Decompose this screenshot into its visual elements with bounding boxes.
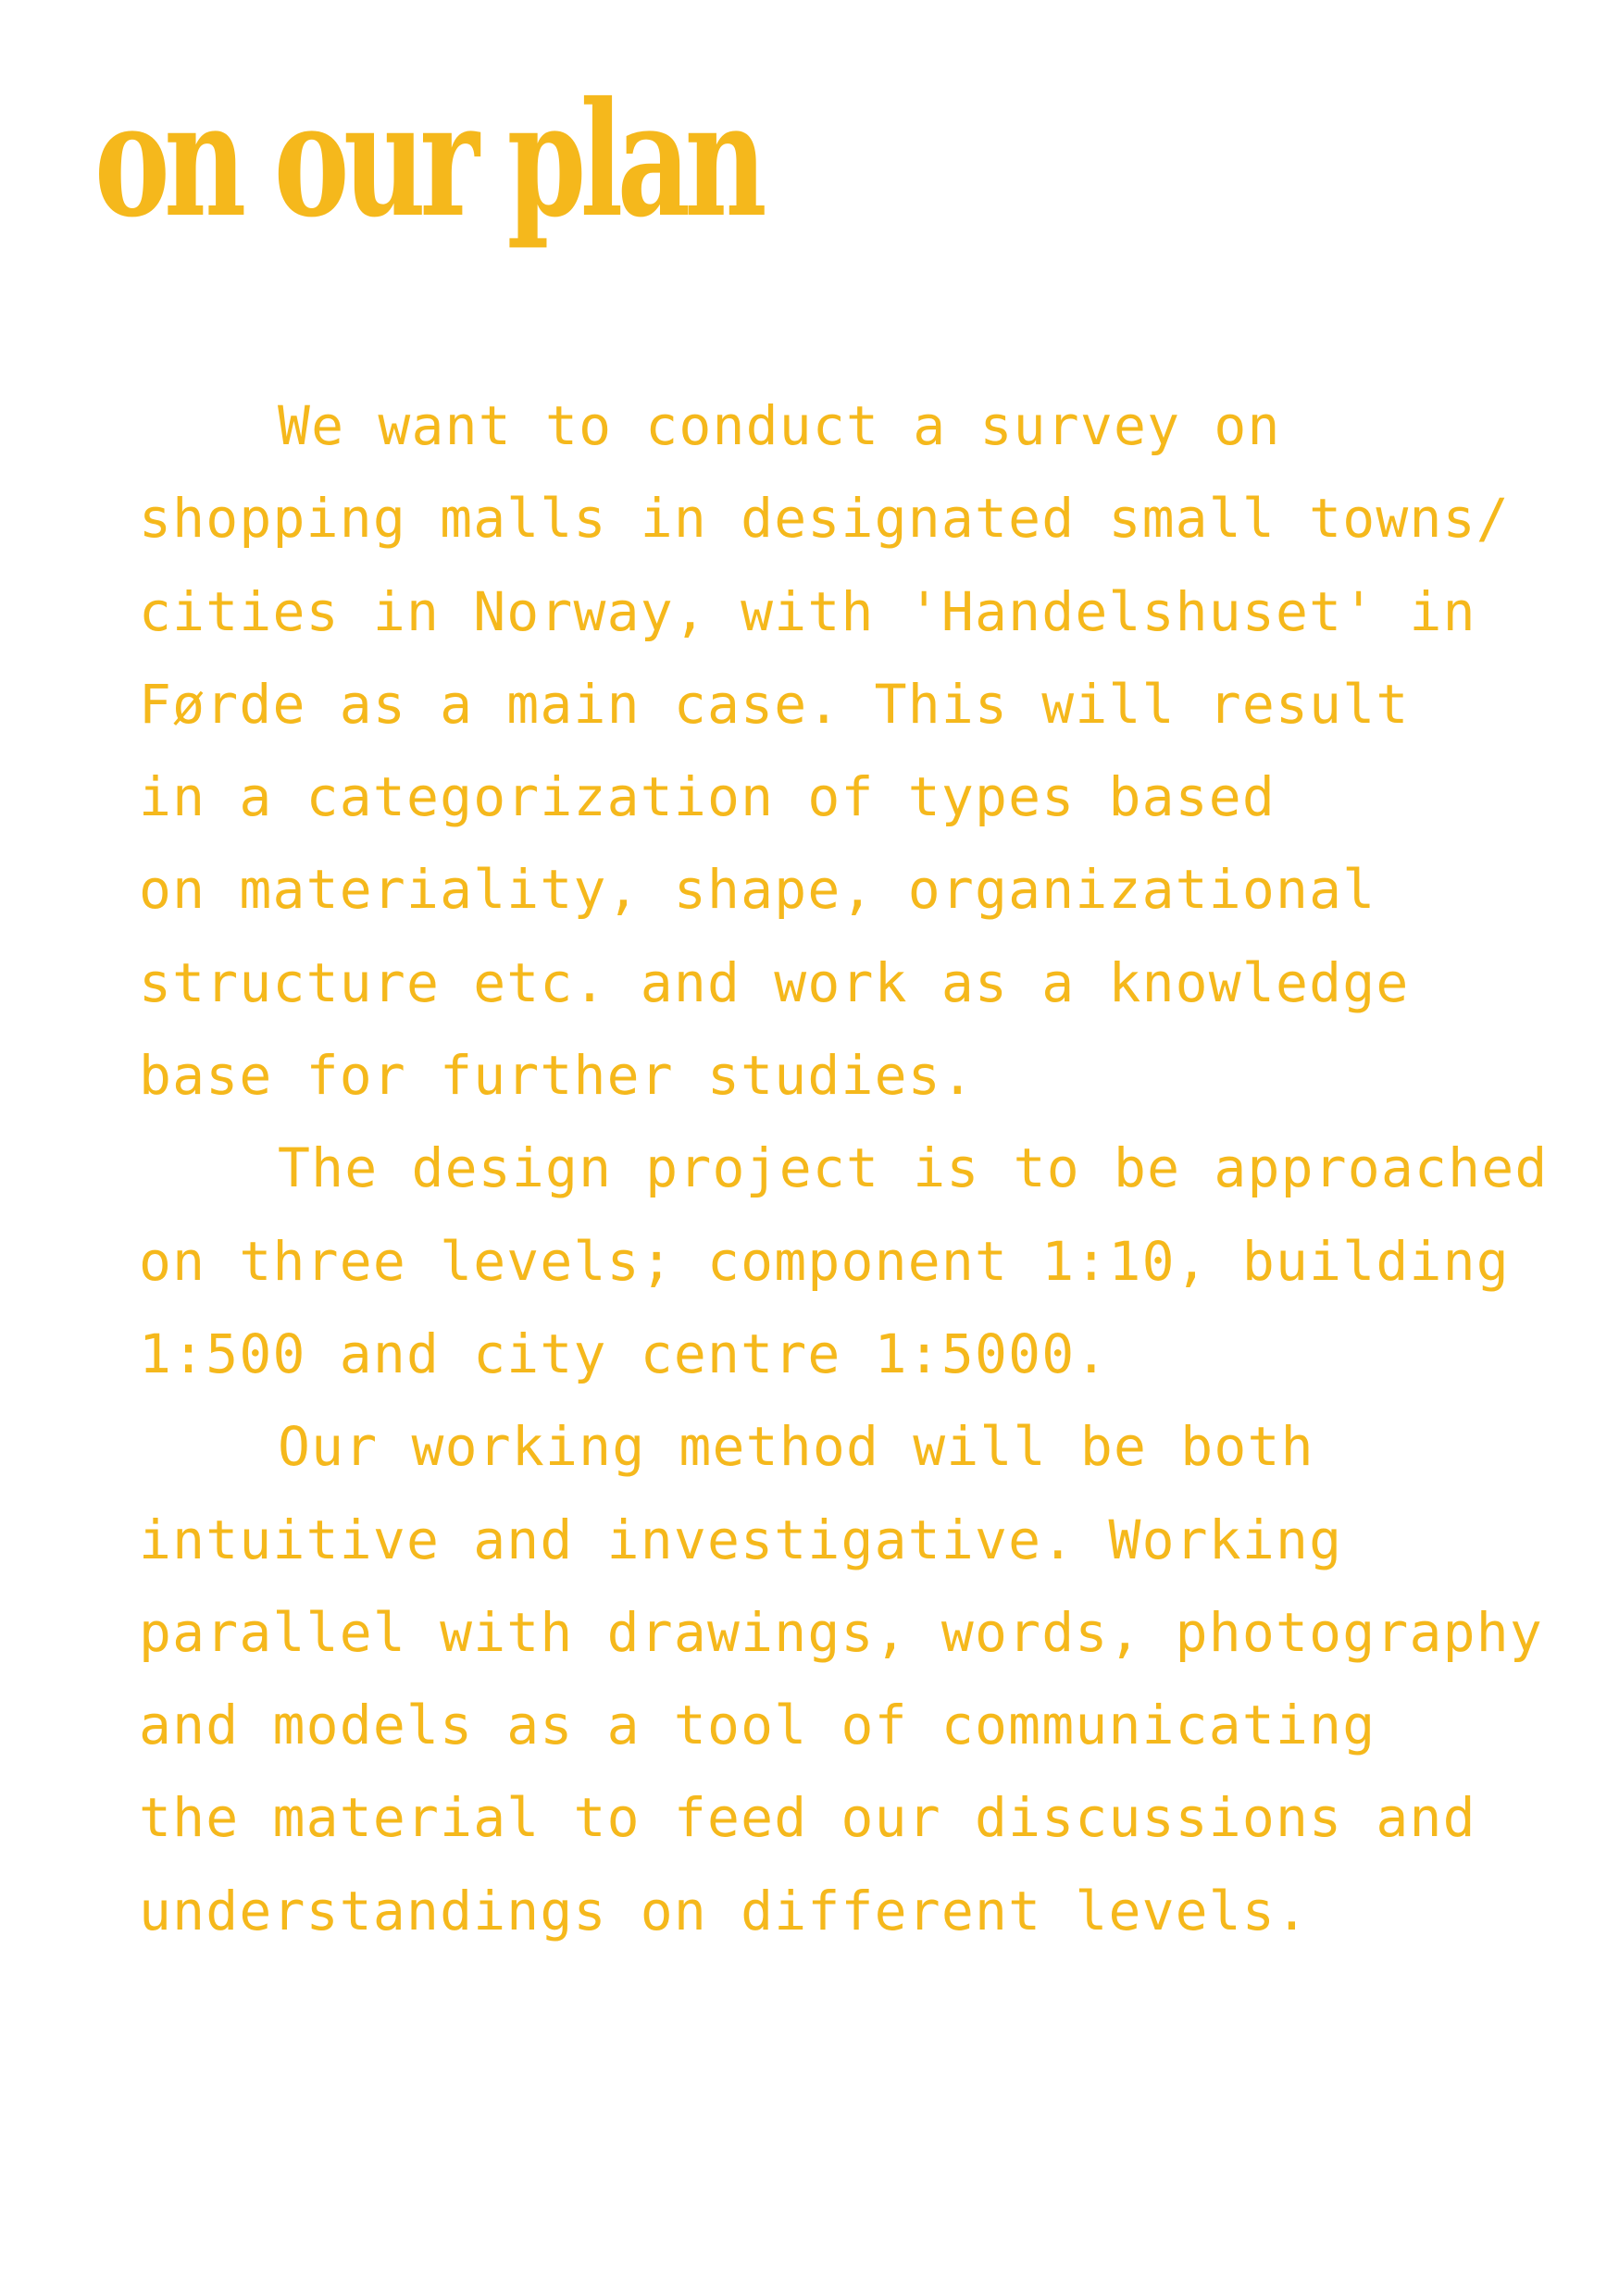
- paragraph-3-line-4: and models as a tool of communicating: [139, 1694, 1376, 1757]
- paragraph-2-line-1: The design project is to be approached: [278, 1136, 1549, 1200]
- page-title: on our plan: [94, 68, 762, 253]
- paragraph-3-line-6: understandings on different levels.: [139, 1879, 1310, 1942]
- paragraph-3-line-2: intuitive and investigative. Working: [139, 1508, 1343, 1571]
- paragraph-1-line-8: base for further studies.: [139, 1044, 975, 1108]
- paragraph-3-line-5: the material to feed our discussions and: [139, 1786, 1476, 1850]
- body-text: [139, 379, 1549, 1957]
- paragraph-1-line-3: cities in Norway, with 'Handelshuset' in: [139, 579, 1476, 643]
- paragraph-3-line-1: Our working method will be both: [278, 1415, 1314, 1479]
- paragraph-1-line-2: shopping malls in designated small towns/: [139, 487, 1510, 551]
- paragraph-1-line-7: structure etc. and work as a knowledge: [139, 950, 1410, 1014]
- paragraph-1-line-5: in a categorization of types based: [139, 765, 1277, 829]
- paragraph-1-line-1: We want to conduct a survey on: [278, 394, 1281, 457]
- paragraph-1-line-6: on materiality, shape, organizational: [139, 858, 1376, 922]
- paragraph-2-line-2: on three levels; component 1:10, building: [139, 1229, 1510, 1293]
- paragraph-2-line-3: 1:500 and city centre 1:5000.: [139, 1322, 1109, 1385]
- paragraph-3-line-3: parallel with drawings, words, photography: [139, 1600, 1543, 1664]
- paragraph-1-line-4: Førde as a main case. This will result: [139, 672, 1410, 736]
